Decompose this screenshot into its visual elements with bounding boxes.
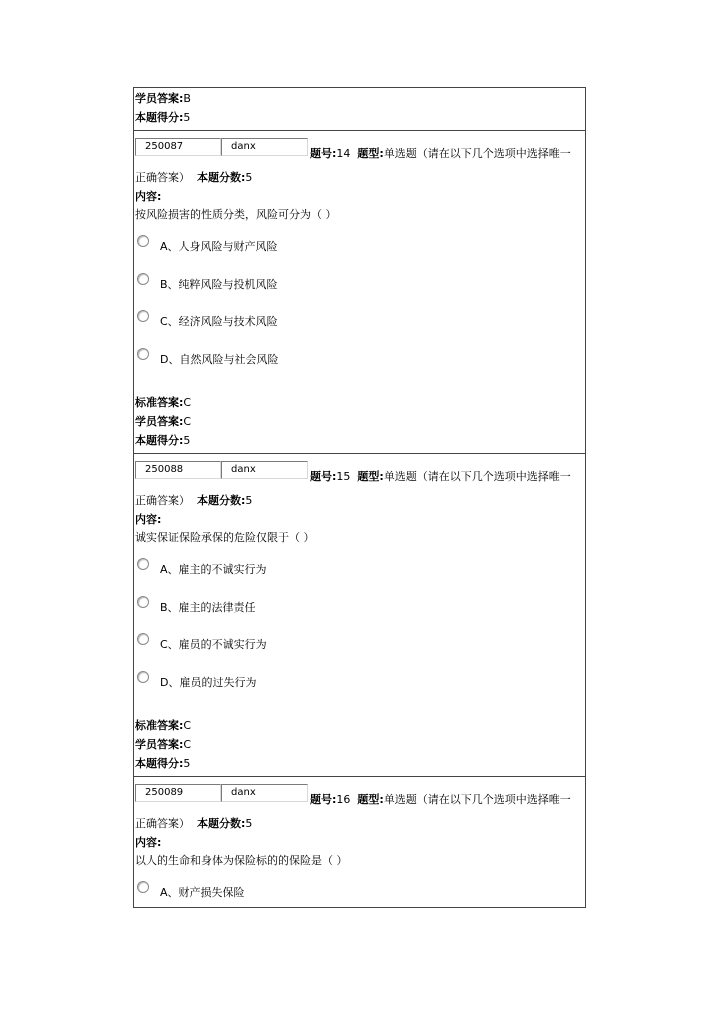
qtype-value: 单选题（请在以下几个选项中选择唯一: [383, 793, 571, 806]
qtype-label: 题型:: [357, 793, 384, 806]
student-answer-row: [135, 415, 191, 429]
content-label: 内容:: [135, 836, 162, 849]
option-label-b: B、雇主的法律责任: [160, 601, 256, 614]
student-answer-value: B: [183, 92, 191, 105]
student-answer-label: 学员答案:: [135, 92, 184, 105]
option-label-b: B、纯粹风险与投机风险: [160, 278, 278, 291]
radio-option-d[interactable]: [137, 348, 149, 360]
score-value: 5: [183, 434, 191, 447]
qtype-value-cont: 正确答案）: [135, 171, 190, 184]
question-id-field[interactable]: 250088: [135, 461, 221, 479]
question-code-field[interactable]: danx: [221, 784, 308, 802]
question-id-field[interactable]: 250089: [135, 784, 221, 802]
option-label-d: D、雇员的过失行为: [160, 676, 257, 689]
points-value: 5: [245, 171, 253, 184]
question-stem: 以人的生命和身体为保险标的的保险是（ ）: [135, 854, 348, 867]
radio-option-a[interactable]: [137, 235, 149, 247]
radio-option-b[interactable]: [137, 596, 149, 608]
std-answer-label: 标准答案:: [135, 719, 184, 732]
qno-label: 题号:: [310, 793, 337, 806]
option-label-a: A、人身风险与财产风险: [160, 240, 278, 253]
std-answer-value: C: [183, 719, 192, 732]
qno-value: 15: [336, 470, 351, 483]
qno-label: 题号:: [310, 470, 337, 483]
qtype-value: 单选题（请在以下几个选项中选择唯一: [383, 470, 571, 483]
student-answer-value: C: [183, 415, 192, 428]
std-answer-row: [135, 396, 191, 410]
option-label-d: D、自然风险与社会风险: [160, 353, 279, 366]
score-row: [135, 111, 190, 125]
points-value: 5: [245, 494, 253, 507]
qtype-label: 题型:: [357, 147, 384, 160]
question-code-field[interactable]: danx: [221, 138, 308, 156]
points-label: 本题分数:: [197, 494, 246, 507]
question-header-cont: [135, 817, 252, 831]
option-label-a: A、雇主的不诚实行为: [160, 563, 267, 576]
score-row: [135, 757, 190, 771]
qtype-value-cont: 正确答案）: [135, 494, 190, 507]
score-label: 本题得分:: [135, 111, 184, 124]
question-block-14: [134, 130, 585, 453]
question-header: [310, 147, 571, 161]
question-code-field[interactable]: danx: [221, 461, 308, 479]
radio-option-d[interactable]: [137, 671, 149, 683]
qno-value: 16: [336, 793, 351, 806]
points-label: 本题分数:: [197, 817, 246, 830]
points-value: 5: [245, 817, 253, 830]
option-label-a: A、财产损失保险: [160, 886, 245, 899]
std-answer-row: [135, 719, 191, 733]
radio-option-a[interactable]: [137, 881, 149, 893]
qno-label: 题号:: [310, 147, 337, 160]
question-block-15: [134, 453, 585, 776]
std-answer-label: 标准答案:: [135, 396, 184, 409]
question-header: [310, 470, 571, 484]
content-label: 内容:: [135, 190, 162, 203]
radio-option-b[interactable]: [137, 273, 149, 285]
points-label: 本题分数:: [197, 171, 246, 184]
student-answer-label: 学员答案:: [135, 415, 184, 428]
question-header-cont: [135, 171, 252, 185]
score-value: 5: [183, 757, 191, 770]
question-header: [310, 793, 571, 807]
question-stem: 诚实保证保险承保的危险仅限于（ ）: [135, 531, 315, 544]
std-answer-value: C: [183, 396, 192, 409]
qno-value: 14: [336, 147, 351, 160]
radio-option-c[interactable]: [137, 310, 149, 322]
qtype-value: 单选题（请在以下几个选项中选择唯一: [383, 147, 571, 160]
student-answer-row: [135, 738, 191, 752]
content-label: 内容:: [135, 513, 162, 526]
radio-option-c[interactable]: [137, 633, 149, 645]
score-row: [135, 434, 190, 448]
student-answer-row: [135, 92, 191, 106]
score-label: 本题得分:: [135, 757, 184, 770]
student-answer-value: C: [183, 738, 192, 751]
question-block-16: [134, 776, 585, 907]
score-value: 5: [183, 111, 191, 124]
radio-option-a[interactable]: [137, 558, 149, 570]
option-label-c: C、雇员的不诚实行为: [160, 638, 267, 651]
answer-sheet: [133, 87, 586, 908]
qtype-label: 题型:: [357, 470, 384, 483]
question-stem: 按风险损害的性质分类，风险可分为（ ）: [135, 208, 337, 221]
qtype-value-cont: 正确答案）: [135, 817, 190, 830]
student-answer-label: 学员答案:: [135, 738, 184, 751]
score-label: 本题得分:: [135, 434, 184, 447]
question-id-field[interactable]: 250087: [135, 138, 221, 156]
question-header-cont: [135, 494, 252, 508]
option-label-c: C、经济风险与技术风险: [160, 315, 278, 328]
